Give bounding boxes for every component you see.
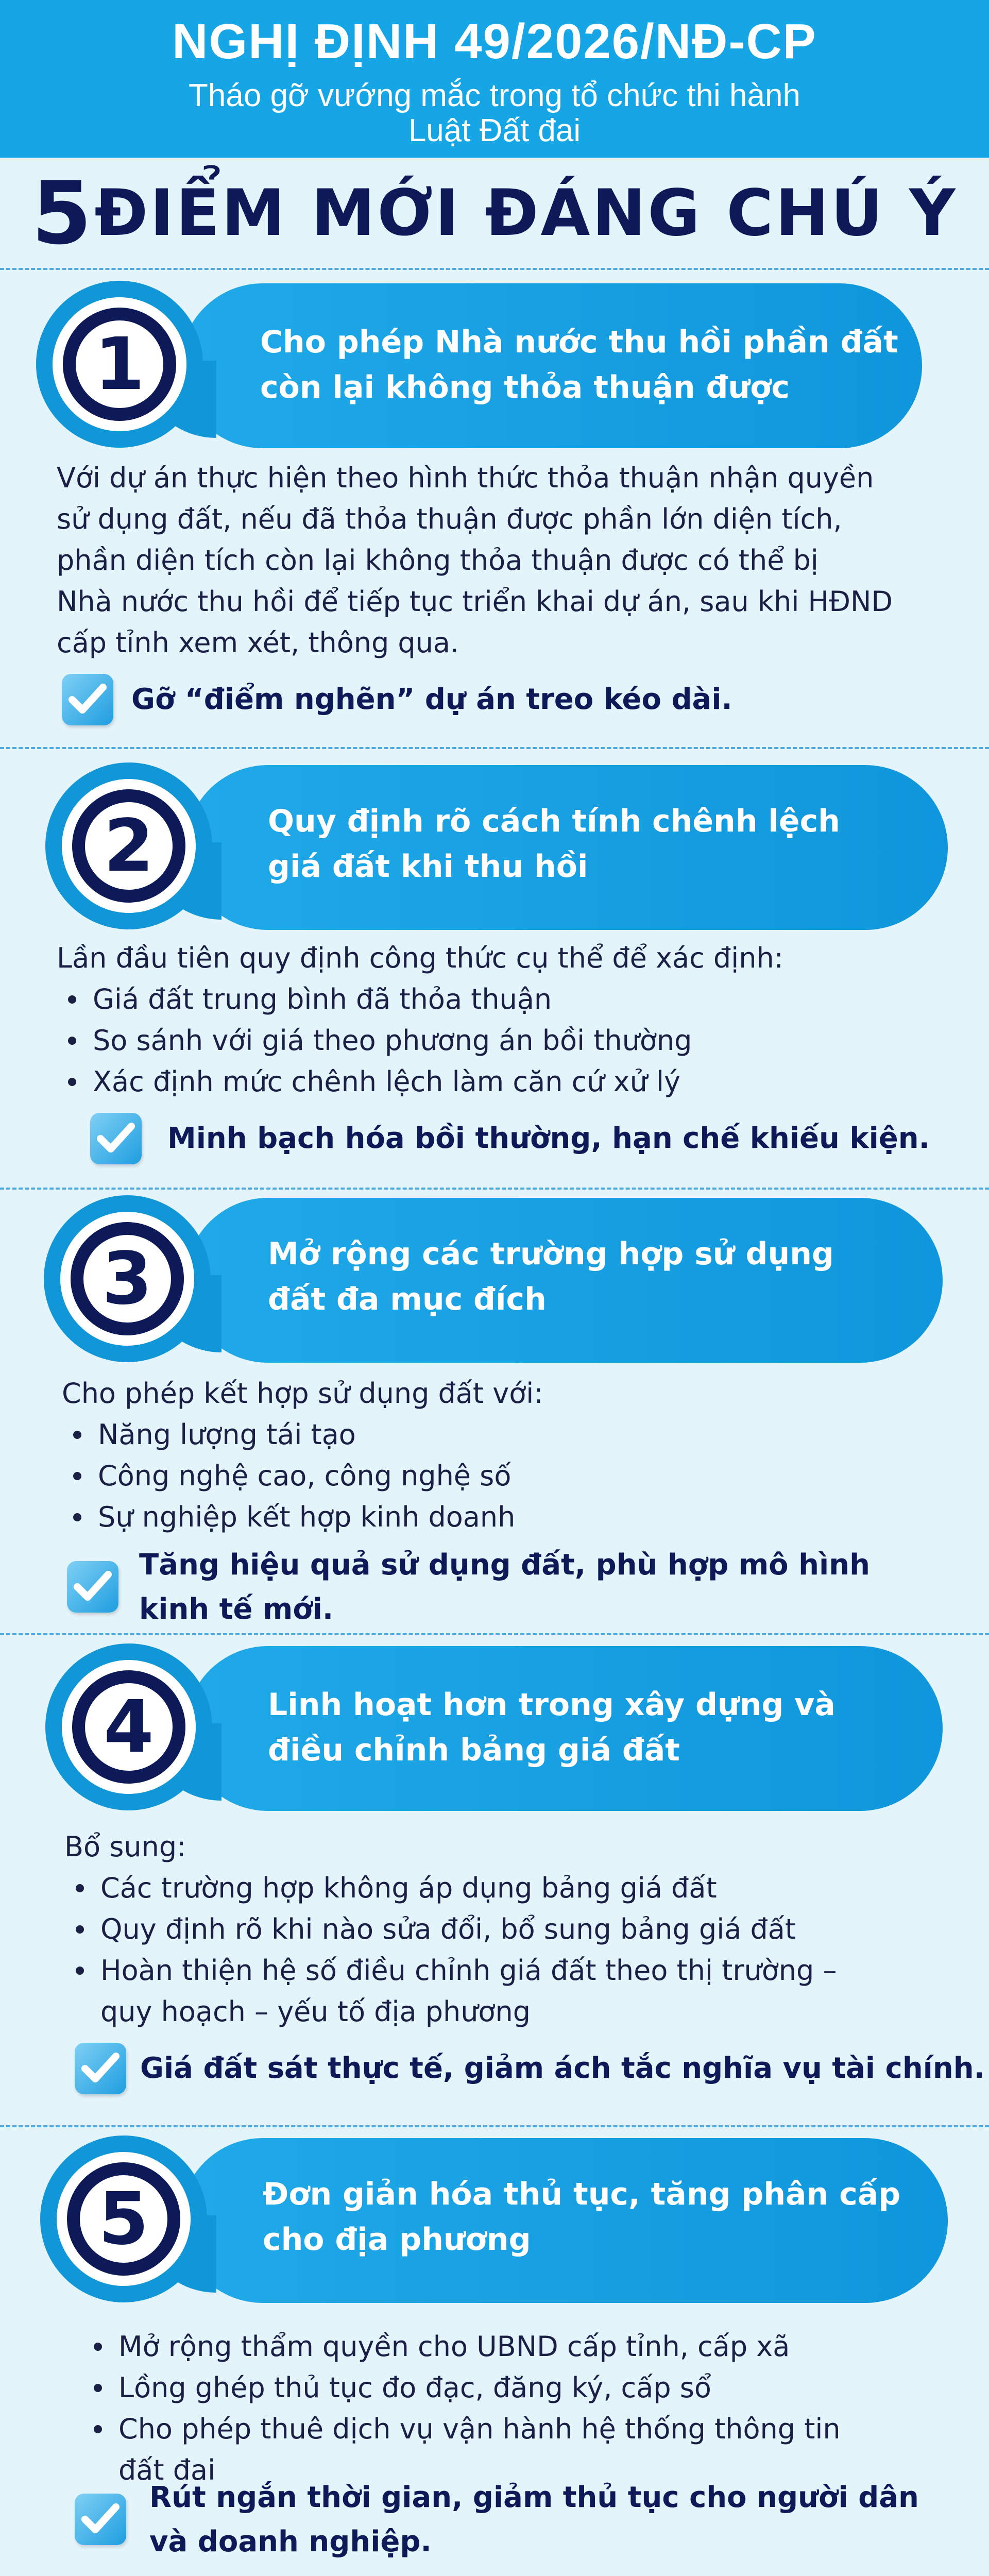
section-title [268,1682,835,1773]
section-title-line: đất đa mục đích [268,1281,547,1317]
section-result: Gỡ “điểm nghẽn” dự án treo kéo dài. [131,683,732,716]
list-item: Hoàn thiện hệ số điều chỉnh giá đất theo thị trường – [64,1950,971,1991]
description-line: cấp tỉnh xem xét, thông qua. [57,626,459,659]
list-item: Năng lượng tái tạo [62,1414,968,1455]
section-divider [0,1188,989,1190]
section-description [82,2326,958,2491]
section-title-line: cho địa phương [263,2222,531,2258]
section-divider [0,747,989,749]
section-title-line: điều chỉnh bảng giá đất [268,1732,680,1768]
checkbox-icon [75,2494,126,2545]
checkbox-icon [75,2043,126,2094]
section-description [57,457,963,664]
list-item: Cho phép thuê dịch vụ vận hành hệ thống thông tin [82,2409,958,2450]
section-title [263,2172,900,2262]
section-title-line: còn lại không thỏa thuận được [260,369,790,405]
list-item-continuation: đất đai [118,2454,216,2486]
list-item: Công nghệ cao, công nghệ số [62,1455,968,1497]
section-title-line: Quy định rõ cách tính chênh lệch [268,803,840,839]
section-divider [0,1633,989,1635]
checkbox-icon [90,1113,142,1164]
subtitle-line-1: Tháo gỡ vướng mắc trong tổ chức thi hành [189,78,800,113]
section-description [64,1826,971,2032]
section-divider [0,2125,989,2127]
section-title-line: Cho phép Nhà nước thu hồi phần đất [260,324,898,360]
bullet-list [57,979,963,1103]
number-badge [45,762,212,929]
bullet-list [62,1414,968,1538]
list-item: Xác định mức chênh lệch làm căn cứ xử lý [57,1061,963,1103]
badge-number: 1 [76,320,163,408]
list-item: Các trường hợp không áp dụng bảng giá đất [64,1868,971,1909]
section-title [268,1231,834,1322]
list-item: Sự nghiệp kết hợp kinh doanh [62,1497,968,1538]
section-result [149,2476,919,2564]
section-title-line: Linh hoạt hơn trong xây dựng và [268,1687,835,1723]
section-title [260,319,898,410]
bullet-list [64,1868,971,1991]
section-title-line: Mở rộng các trường hợp sử dụng [268,1236,834,1272]
description-intro: Bổ sung: [64,1831,186,1863]
section-result: Giá đất sát thực tế, giảm ách tắc nghĩa vụ tài chính. [140,2052,985,2085]
number-badge [36,281,203,448]
headline-text: ĐIỂM MỚI ĐÁNG CHÚ Ý [94,176,958,250]
list-item-continuation: quy hoạch – yếu tố địa phương [100,1995,531,2028]
description-line: phần diện tích còn lại không thỏa thuận được có thể bị [57,544,819,577]
bullet-list [82,2326,958,2450]
description-line: Nhà nước thu hồi để tiếp tục triển khai dự án, sau khi HĐND [57,585,893,618]
list-item: Giá đất trung bình đã thỏa thuận [57,979,963,1020]
section-description [62,1373,968,1538]
page-title: NGHỊ ĐỊNH 49/2026/NĐ-CP [172,14,817,69]
subtitle-line-2: Luật Đất đai [408,113,581,148]
checkbox-icon [62,674,113,725]
badge-number: 4 [85,1683,173,1771]
checkbox-icon [67,1561,118,1613]
result-line: Tăng hiệu quả sử dụng đất, phù hợp mô hình [139,1548,870,1582]
header-banner [0,0,989,158]
description-intro: Cho phép kết hợp sử dụng đất với: [62,1377,543,1410]
section-title-line: giá đất khi thu hồi [268,849,588,885]
result-line: và doanh nghiệp. [149,2525,432,2558]
number-badge [40,2136,207,2302]
description-intro: Lần đầu tiên quy định công thức cụ thể để xác định: [57,942,783,974]
number-badge [45,1643,212,1810]
list-item: Lồng ghép thủ tục đo đạc, đăng ký, cấp sổ [82,2367,958,2409]
section-divider [0,268,989,270]
list-item: Mở rộng thẩm quyền cho UBND cấp tỉnh, cấp xã [82,2326,958,2367]
number-badge [44,1195,211,1362]
section-result [139,1543,870,1632]
headline-number: 5 [31,163,92,264]
badge-number: 3 [83,1235,171,1323]
list-item: So sánh với giá theo phương án bồi thường [57,1020,963,1061]
badge-number: 2 [85,802,173,890]
page-subtitle [0,78,989,148]
result-line: Rút ngắn thời gian, giảm thủ tục cho người dân [149,2481,919,2514]
section-description [57,938,963,1103]
description-line: Với dự án thực hiện theo hình thức thỏa thuận nhận quyền [57,462,874,494]
section-result: Minh bạch hóa bồi thường, hạn chế khiếu kiện. [167,1122,930,1155]
badge-number: 5 [80,2175,167,2263]
section-title-line: Đơn giản hóa thủ tục, tăng phân cấp [263,2176,901,2212]
result-line: kinh tế mới. [139,1592,334,1626]
section-title [268,799,840,889]
description-line: sử dụng đất, nếu đã thỏa thuận được phần lớn diện tích, [57,503,842,535]
list-item: Quy định rõ khi nào sửa đổi, bổ sung bảng giá đất [64,1909,971,1950]
headline-banner [0,158,989,268]
